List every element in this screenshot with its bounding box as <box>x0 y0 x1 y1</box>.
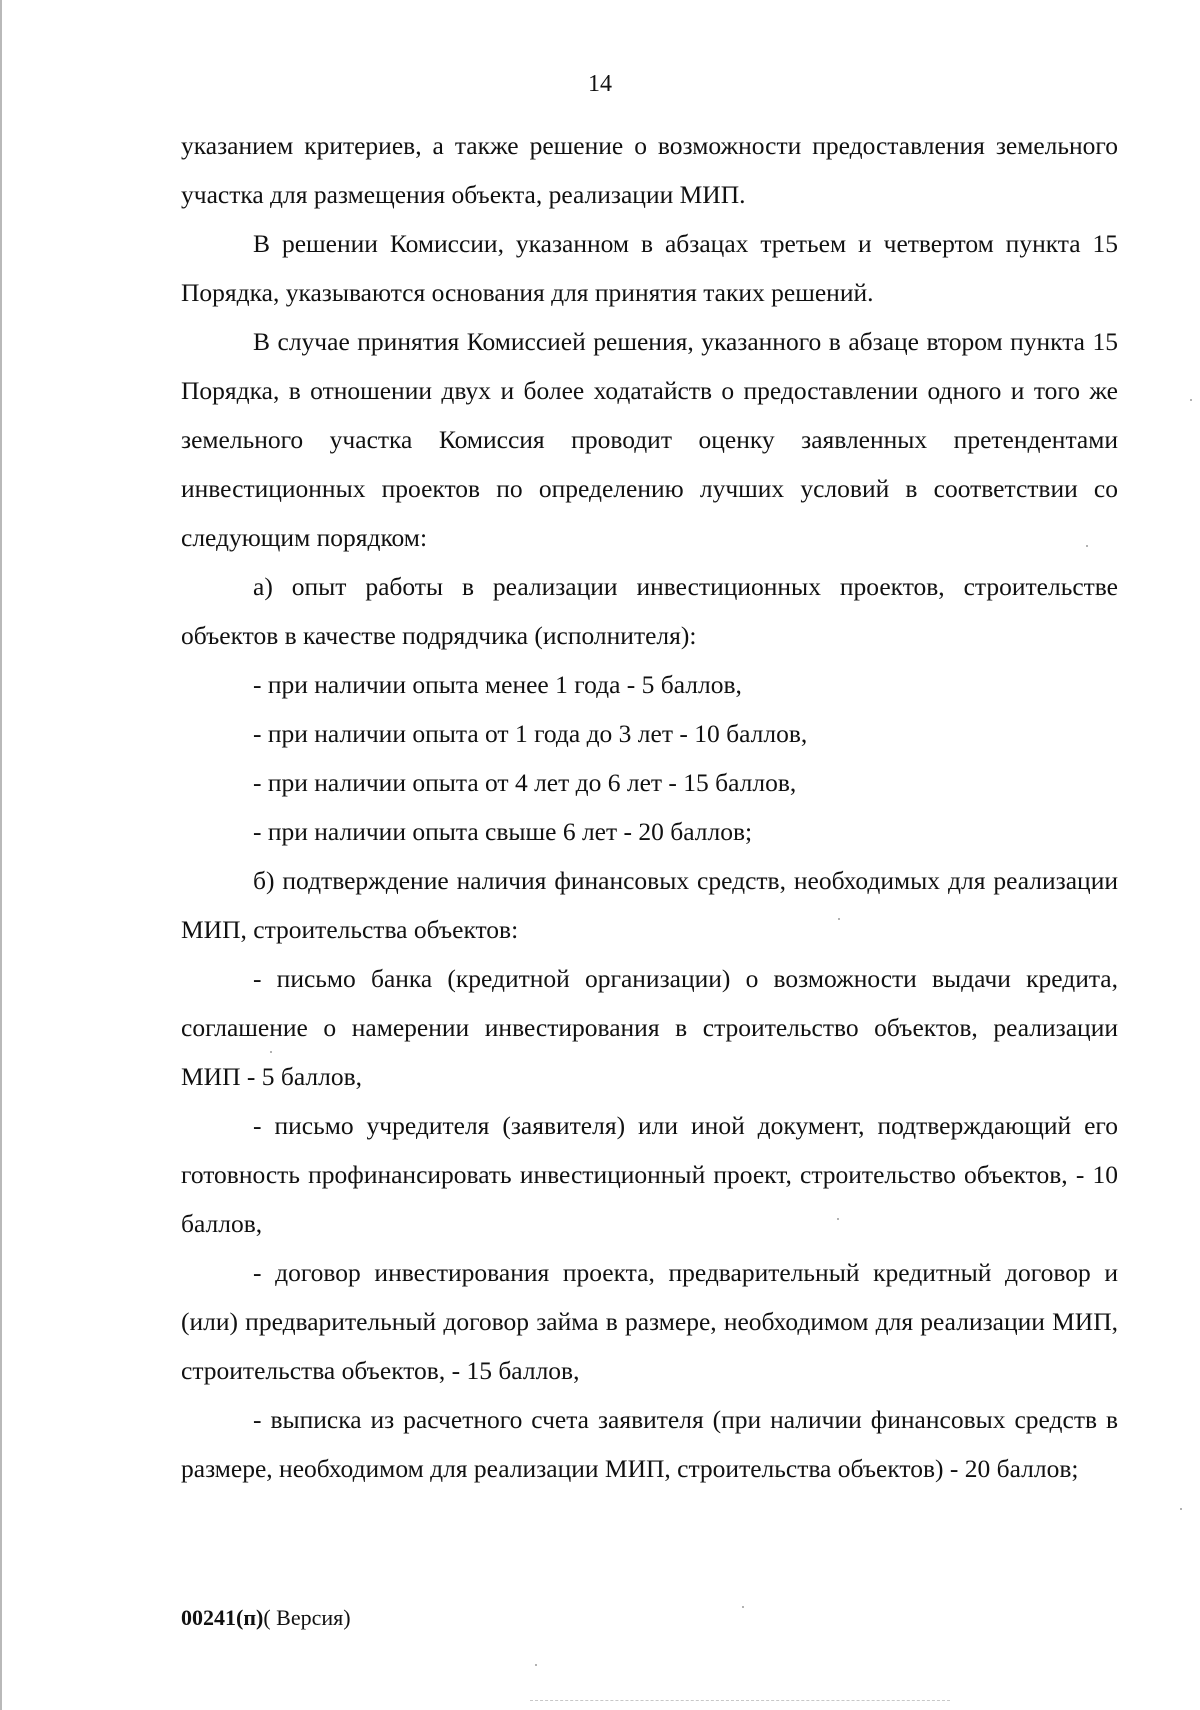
list-item: - письмо учредителя (заявителя) или иной документ, подтверждающий его готовность профинансировать инвестиционный проект, строительство объектов, - 10 баллов, <box>181 1111 1118 1238</box>
paragraph: б) подтверждение наличия финансовых средств, необходимых для реализации МИП, строительства объектов: <box>181 866 1118 944</box>
scan-speck <box>1086 545 1088 547</box>
list-item: - письмо банка (кредитной организации) о возможности выдачи кредита, соглашение о намерении инвестирования в строительство объектов, реализации МИП - 5 баллов, <box>181 964 1118 1091</box>
document-code: 00241(п) <box>181 1605 264 1630</box>
paragraph: В решении Комиссии, указанном в абзацах третьем и четвертом пункта 15 Порядка, указываются основания для принятия таких решений. <box>181 229 1118 307</box>
list-item: - договор инвестирования проекта, предварительный кредитный договор и (или) предварительный договор займа в размере, необходимом для реализации МИП, строительства объектов, - 15 баллов, <box>181 1258 1118 1385</box>
list-item: - при наличии опыта от 1 года до 3 лет - 10 баллов, <box>253 719 808 748</box>
document-footer <box>181 1603 351 1633</box>
scan-speck <box>837 1218 839 1220</box>
paragraph: указанием критериев, а также решение о возможности предоставления земельного участка для размещения объекта, реализации МИП. <box>181 131 1118 209</box>
scan-speck <box>742 1606 744 1608</box>
paragraph: В случае принятия Комиссией решения, указанного в абзаце втором пункта 15 Порядка, в отношении двух и более ходатайств о предоставлении одного и того же земельного участка Комиссия проводит оценку заявленных претендентами инвестиционных проектов по определению лучших условий в соответствии со следующим порядком: <box>181 327 1118 552</box>
list-item: - при наличии опыта свыше 6 лет - 20 баллов; <box>253 817 753 846</box>
list-item: - при наличии опыта от 4 лет до 6 лет - 15 баллов, <box>253 768 797 797</box>
scan-speck <box>1190 399 1192 401</box>
scan-speck <box>1180 1508 1182 1510</box>
list-item: - при наличии опыта менее 1 года - 5 баллов, <box>253 670 742 699</box>
list-item: - выписка из расчетного счета заявителя (при наличии финансовых средств в размере, необходимом для реализации МИП, строительства объектов) - 20 баллов; <box>181 1405 1118 1483</box>
paragraph: а) опыт работы в реализации инвестиционных проектов, строительстве объектов в качестве подрядчика (исполнителя): <box>181 572 1118 650</box>
scan-speck <box>270 1051 272 1053</box>
scan-edge <box>0 0 2 1710</box>
scan-speck <box>535 1664 537 1666</box>
document-body <box>181 121 1118 1493</box>
document-version: ( Версия) <box>263 1605 351 1630</box>
scan-speck <box>838 918 840 920</box>
scan-dash-line <box>530 1700 950 1701</box>
page-number: 14 <box>588 71 612 97</box>
